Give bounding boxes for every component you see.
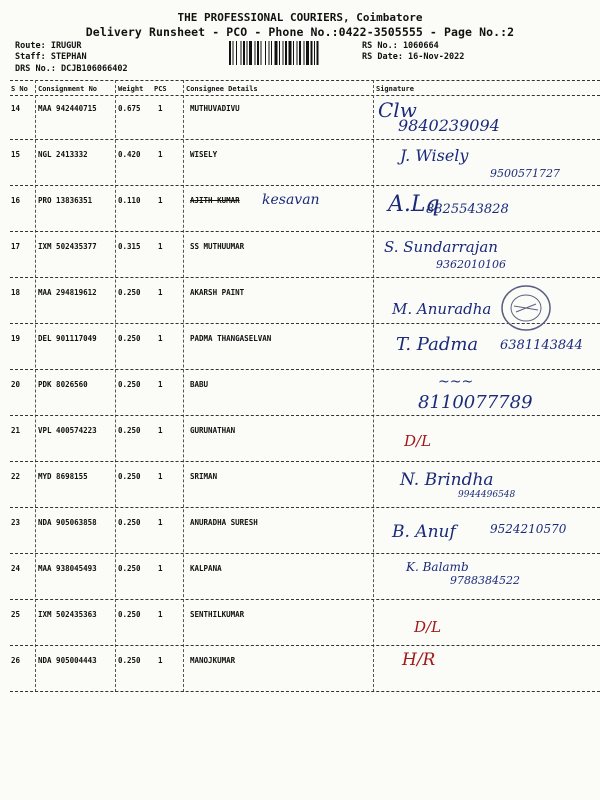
row-consignment-no: IXM 502435377	[38, 242, 97, 251]
row-separator	[10, 415, 600, 416]
row-weight: 0.420	[118, 150, 141, 159]
runsheet-title: Delivery Runsheet - PCO - Phone No.:0422-3505555 - Page No.:2	[85, 25, 515, 39]
barcode-bar	[311, 41, 313, 65]
row-sno: 21	[11, 426, 21, 435]
row-separator	[10, 507, 600, 508]
row-separator	[10, 645, 600, 646]
row-sno: 15	[11, 150, 21, 159]
row-sno: 20	[11, 380, 21, 389]
row-weight: 0.250	[118, 334, 141, 343]
row-signature-phone: 9788384522	[450, 574, 520, 587]
row-separator	[10, 553, 600, 554]
column-divider	[115, 80, 116, 692]
barcode-bar	[306, 41, 309, 65]
column-divider	[35, 80, 36, 692]
row-sno: 18	[11, 288, 21, 297]
row-signature: ~~~	[438, 374, 474, 390]
barcode-bar	[233, 41, 234, 65]
row-signature: H/R	[402, 650, 436, 670]
row-signature-phone: 8110077789	[418, 392, 533, 413]
row-signature-phone: 9524210570	[490, 522, 567, 536]
barcode-bar	[289, 41, 292, 65]
row-consignment-no: MAA 942440715	[38, 104, 97, 113]
row-signature-phone: 9362010106	[436, 258, 506, 271]
row-weight: 0.250	[118, 288, 141, 297]
row-consignment-no: MAA 294819612	[38, 288, 97, 297]
rs-date: RS Date: 16-Nov-2022	[362, 52, 465, 62]
row-consignee: SENTHILKUMAR	[190, 610, 245, 619]
row-separator	[10, 691, 600, 692]
barcode-bar	[257, 41, 259, 65]
col-header-consignee: Consignee Details	[186, 85, 258, 93]
row-sno: 14	[11, 104, 21, 113]
row-consignment-no: VPL 400574223	[38, 426, 97, 435]
row-consignee: SS MUTHUUMAR	[190, 242, 245, 251]
row-consignment-no: PRO 13836351	[38, 196, 93, 205]
barcode-bar	[255, 41, 256, 65]
barcode-bar	[265, 41, 266, 65]
row-separator	[10, 231, 600, 232]
barcode-bar	[243, 41, 245, 65]
row-sno: 25	[11, 610, 21, 619]
row-pcs: 1	[158, 196, 163, 205]
row-signature: B. Anuf	[392, 522, 456, 542]
row-sno: 16	[11, 196, 21, 205]
barcode-bar	[299, 41, 301, 65]
col-header-signature: Signature	[376, 85, 414, 93]
row-sno: 22	[11, 472, 21, 481]
barcode-bar	[269, 41, 270, 65]
row-signature: S. Sundarrajan	[384, 238, 498, 256]
row-signature: Clw	[378, 98, 417, 122]
row-pcs: 1	[158, 472, 163, 481]
row-signature: T. Padma	[396, 334, 479, 355]
row-handwritten-note: kesavan	[262, 192, 320, 208]
column-divider	[373, 80, 374, 692]
row-pcs: 1	[158, 518, 163, 527]
row-separator	[10, 461, 600, 462]
row-signature: D/L	[414, 618, 442, 636]
header-top-rule	[10, 80, 600, 81]
barcode-bar	[249, 41, 252, 65]
row-consignment-no: NGL 2413332	[38, 150, 88, 159]
row-signature-phone: 9944496548	[458, 490, 516, 500]
row-consignment-no: DEL 901117049	[38, 334, 97, 343]
barcode-bar	[271, 41, 272, 65]
barcode-bar	[261, 41, 262, 65]
row-pcs: 1	[158, 334, 163, 343]
row-pcs: 1	[158, 242, 163, 251]
row-separator	[10, 369, 600, 370]
row-pcs: 1	[158, 564, 163, 573]
barcode-bar	[317, 41, 319, 65]
barcode-bar	[293, 41, 294, 65]
row-weight: 0.250	[118, 426, 141, 435]
col-header-weight: Weight	[118, 85, 144, 93]
row-consignee: ANURADHA SURESH	[190, 518, 258, 527]
column-divider	[183, 80, 184, 692]
row-consignment-no: NDA 905004443	[38, 656, 97, 665]
company-title: THE PROFESSIONAL COURIERS, Coimbatore	[177, 11, 423, 24]
row-signature: D/L	[404, 432, 432, 450]
drs-number: DRS No.: DCJB106066402	[15, 64, 128, 74]
row-weight: 0.250	[118, 564, 141, 573]
row-signature: A.Lq	[388, 192, 440, 217]
row-consignee: KALPANA	[190, 564, 222, 573]
barcode-bar	[279, 41, 280, 65]
row-weight: 0.110	[118, 196, 141, 205]
row-weight: 0.675	[118, 104, 141, 113]
row-pcs: 1	[158, 610, 163, 619]
row-separator	[10, 277, 600, 278]
row-separator	[10, 185, 600, 186]
col-header-sno: S No	[11, 85, 28, 93]
row-weight: 0.250	[118, 518, 141, 527]
row-weight: 0.315	[118, 242, 141, 251]
row-pcs: 1	[158, 288, 163, 297]
row-weight: 0.250	[118, 656, 141, 665]
barcode-bar	[236, 41, 237, 65]
barcode-bar	[314, 41, 315, 65]
row-weight: 0.250	[118, 472, 141, 481]
barcode-bar	[304, 41, 305, 65]
row-signature-phone: 8825543828	[426, 202, 509, 217]
row-separator	[10, 599, 600, 600]
row-consignment-no: NDA 905063858	[38, 518, 97, 527]
row-pcs: 1	[158, 104, 163, 113]
row-consignment-no: MAA 938045493	[38, 564, 97, 573]
row-pcs: 1	[158, 426, 163, 435]
row-pcs: 1	[158, 656, 163, 665]
row-pcs: 1	[158, 150, 163, 159]
row-consignee: PADMA THANGASELVAN	[190, 334, 272, 343]
row-consignee: AKARSH PAINT	[190, 288, 245, 297]
staff-label: Staff: STEPHAN	[15, 52, 87, 62]
row-sno: 26	[11, 656, 21, 665]
header-bottom-rule	[10, 95, 600, 96]
col-header-consignment: Consignment No	[38, 85, 98, 93]
row-consignment-no: MYD 8698155	[38, 472, 88, 481]
row-consignee: AJITH KUMAR	[190, 196, 240, 205]
row-signature-phone: 9840239094	[398, 116, 500, 135]
row-separator	[10, 139, 600, 140]
row-sno: 19	[11, 334, 21, 343]
row-signature-phone: 6381143844	[500, 338, 583, 353]
barcode-bar	[247, 41, 248, 65]
barcode-bar	[283, 41, 284, 65]
row-consignee: MANOJKUMAR	[190, 656, 236, 665]
row-sno: 17	[11, 242, 21, 251]
barcode-bar	[241, 41, 242, 65]
barcode-bar	[297, 41, 298, 65]
row-consignment-no: PDK 8026560	[38, 380, 88, 389]
rs-number: RS No.: 1060664	[362, 41, 439, 51]
row-sno: 24	[11, 564, 21, 573]
row-consignee: MUTHUVADIVU	[190, 104, 240, 113]
row-signature: K. Balamb	[406, 560, 469, 574]
delivery-stamp-image	[500, 284, 552, 332]
barcode-bar	[285, 41, 287, 65]
row-consignment-no: IXM 502435363	[38, 610, 97, 619]
route-label: Route: IRUGUR	[15, 41, 82, 51]
row-weight: 0.250	[118, 610, 141, 619]
row-signature: M. Anuradha	[392, 300, 492, 318]
row-signature-phone: 9500571727	[490, 167, 560, 180]
row-consignee: SRIMAN	[190, 472, 218, 481]
barcode-bar	[229, 41, 231, 65]
barcode-image	[229, 41, 353, 65]
barcode-bar	[275, 41, 278, 65]
col-header-pcs: PCS	[154, 85, 167, 93]
row-sno: 23	[11, 518, 21, 527]
row-consignee: WISELY	[190, 150, 218, 159]
row-consignee: GURUNATHAN	[190, 426, 236, 435]
row-consignee: BABU	[190, 380, 209, 389]
row-pcs: 1	[158, 380, 163, 389]
row-signature: J. Wisely	[400, 146, 469, 165]
row-signature: N. Brindha	[400, 470, 494, 490]
row-weight: 0.250	[118, 380, 141, 389]
